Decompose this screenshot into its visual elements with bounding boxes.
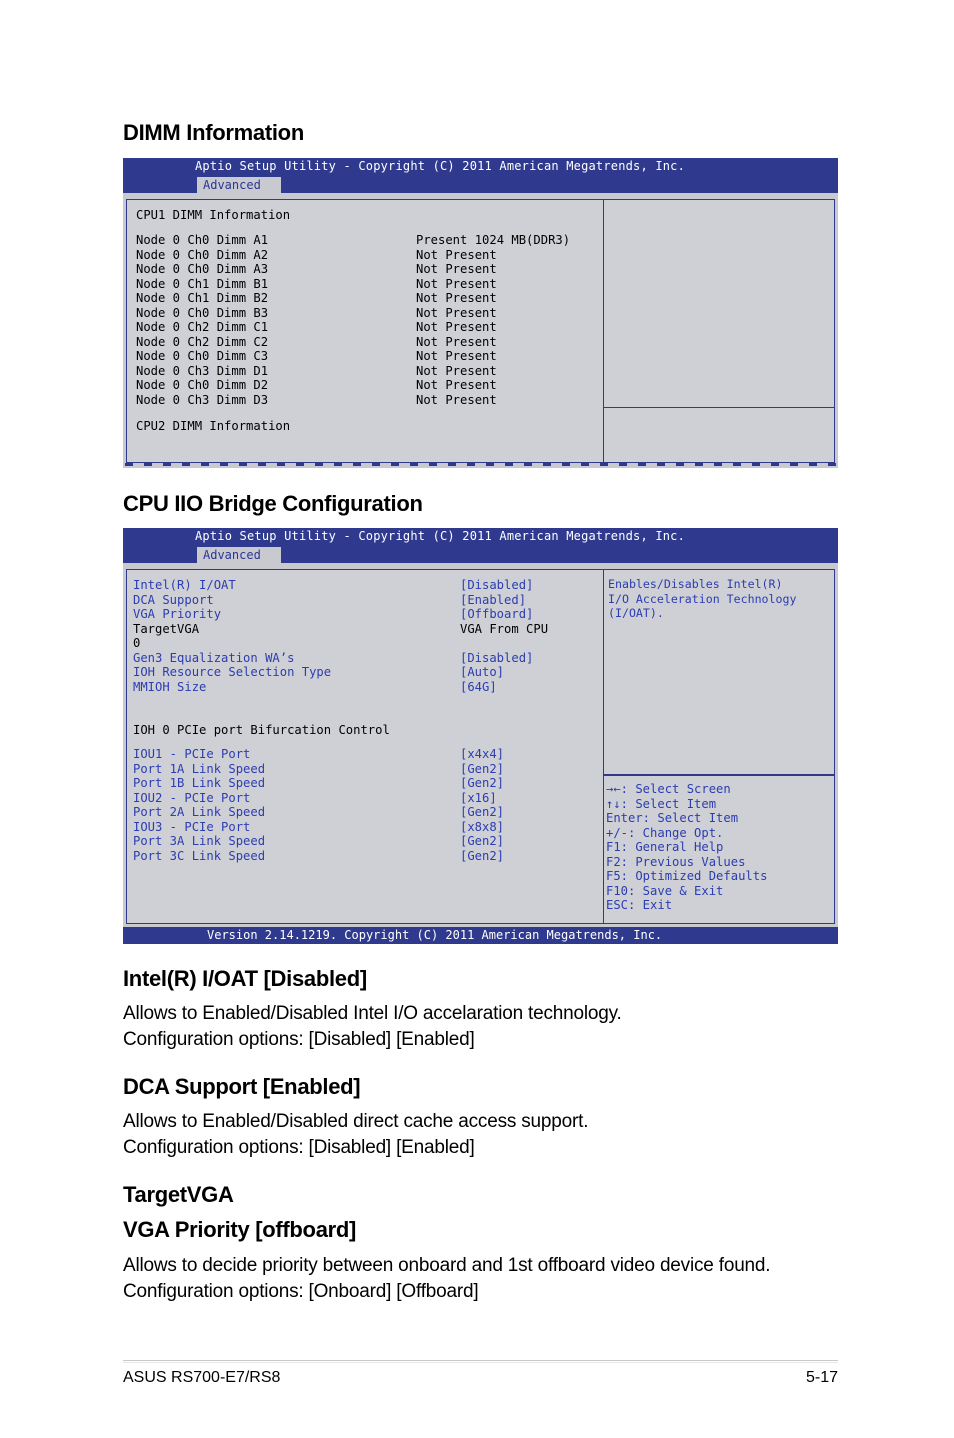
pcie-port-value[interactable]: [Gen2] bbox=[460, 776, 505, 790]
setup-item-label: Intel(R) I/OAT bbox=[133, 578, 236, 592]
pcie-port-label: Port 1B Link Speed bbox=[133, 776, 266, 790]
footer-page-number: 5-17 bbox=[805, 1369, 838, 1386]
setup-item-value[interactable]: [Auto] bbox=[460, 665, 505, 679]
cpu2-dimm-header: CPU2 DIMM Information bbox=[136, 419, 291, 433]
dimm-row bbox=[136, 291, 601, 306]
dimm-slot-status: Not Present bbox=[416, 305, 497, 320]
dimm-slot-status: Not Present bbox=[416, 363, 497, 378]
bios-body bbox=[123, 563, 838, 927]
bios-version: Version 2.14.1219. Copyright (C) 2011 American Megatrends, Inc. bbox=[207, 928, 663, 942]
key-help-line: F2: Previous Values bbox=[606, 854, 746, 869]
setup-item[interactable] bbox=[133, 593, 598, 608]
pcie-port-value[interactable]: [x8x8] bbox=[460, 819, 505, 834]
setup-item-label: IOH Resource Selection Type bbox=[133, 665, 332, 679]
iio-config-heading: CPU IIO Bridge Configuration bbox=[123, 491, 423, 516]
dimm-slot-status: Not Present bbox=[416, 334, 497, 349]
dimm-help-pane bbox=[603, 199, 835, 463]
key-help-line: F1: General Help bbox=[606, 840, 724, 854]
ioat-desc-line1: Allows to Enabled/Disabled Intel I/O accelaration technology. bbox=[123, 1003, 622, 1024]
help-divider bbox=[604, 407, 834, 408]
pcie-port-item[interactable] bbox=[133, 776, 598, 791]
pcie-port-item[interactable] bbox=[133, 834, 598, 849]
footer-model: ASUS RS700-E7/RS8 bbox=[123, 1369, 281, 1386]
dimm-row bbox=[136, 393, 601, 408]
pcie-port-label: Port 1A Link Speed bbox=[133, 761, 266, 776]
setup-item-value: VGA From CPU bbox=[460, 621, 549, 636]
targetvga-heading: TargetVGA bbox=[123, 1182, 234, 1207]
dimm-slot-label: Node 0 Ch1 Dimm B1 bbox=[136, 276, 269, 291]
iio-main-pane bbox=[126, 569, 605, 924]
key-help-line: ↑↓: Select Item bbox=[606, 796, 717, 811]
dimm-slot-status: Not Present bbox=[416, 247, 497, 262]
setup-item-value[interactable]: [Offboard] bbox=[460, 607, 534, 621]
ioat-description bbox=[123, 1001, 622, 1053]
bios-header-bar bbox=[123, 158, 838, 193]
dimm-row bbox=[136, 320, 601, 335]
key-help-line: Enter: Select Item bbox=[606, 811, 739, 825]
dimm-slot-status: Not Present bbox=[416, 349, 497, 363]
setup-item-value[interactable]: [Enabled] bbox=[460, 592, 527, 607]
vga-desc-line2: Configuration options: [Onboard] [Offboard] bbox=[123, 1281, 479, 1302]
pcie-port-label: IOU1 - PCIe Port bbox=[133, 747, 251, 761]
dca-description bbox=[123, 1109, 588, 1161]
vga-description bbox=[123, 1253, 770, 1305]
setup-item-value[interactable]: [Disabled] bbox=[460, 650, 534, 665]
dimm-row bbox=[136, 248, 601, 263]
setup-item-label: VGA Priority bbox=[133, 607, 222, 621]
setup-item-label: DCA Support bbox=[133, 592, 214, 607]
dimm-slot-label: Node 0 Ch0 Dimm B3 bbox=[136, 305, 269, 320]
key-help-line: +/-: Change Opt. bbox=[606, 825, 724, 840]
dca-desc-line1: Allows to Enabled/Disabled direct cache access support. bbox=[123, 1111, 589, 1132]
pcie-port-item[interactable] bbox=[133, 747, 598, 762]
dimm-slot-status: Not Present bbox=[416, 291, 497, 305]
pcie-port-label: Port 3C Link Speed bbox=[133, 848, 266, 863]
setup-item-label: 0 bbox=[133, 636, 141, 650]
iio-ports bbox=[133, 747, 598, 867]
setup-item-value[interactable]: [Disabled] bbox=[460, 578, 534, 592]
dimm-slot-status: Not Present bbox=[416, 320, 497, 334]
key-help-line: ESC: Exit bbox=[606, 898, 673, 912]
info-row bbox=[133, 636, 598, 651]
bios-title: Aptio Setup Utility - Copyright (C) 2011 American Megatrends, Inc. bbox=[195, 159, 686, 173]
dimm-slot-label: Node 0 Ch0 Dimm A1 bbox=[136, 233, 269, 247]
dimm-row bbox=[136, 378, 601, 393]
pcie-port-label: Port 3A Link Speed bbox=[133, 834, 266, 848]
setup-item[interactable] bbox=[133, 665, 598, 680]
bios-version-bar bbox=[123, 927, 838, 944]
ioat-heading: Intel(R) I/OAT [Disabled] bbox=[123, 966, 367, 991]
dimm-slot-status: Not Present bbox=[416, 392, 497, 407]
setup-item-label: MMIOH Size bbox=[133, 679, 207, 694]
bifurcation-header: IOH 0 PCIe port Bifurcation Control bbox=[133, 723, 390, 737]
pcie-port-item[interactable] bbox=[133, 762, 598, 777]
truncation-dashes bbox=[125, 463, 841, 466]
dimm-row bbox=[136, 306, 601, 321]
pcie-port-item[interactable] bbox=[133, 820, 598, 835]
dimm-slot-label: Node 0 Ch2 Dimm C1 bbox=[136, 320, 269, 334]
tab-advanced[interactable]: Advanced bbox=[197, 547, 281, 563]
pcie-port-label: Port 2A Link Speed bbox=[133, 805, 266, 819]
bios-screen-iio bbox=[123, 528, 838, 944]
setup-item[interactable] bbox=[133, 578, 598, 593]
dimm-row bbox=[136, 335, 601, 350]
setup-item-label: TargetVGA bbox=[133, 621, 200, 636]
dimm-slot-label: Node 0 Ch0 Dimm A3 bbox=[136, 262, 269, 276]
dimm-slot-label: Node 0 Ch1 Dimm B2 bbox=[136, 291, 269, 305]
pcie-port-value[interactable]: [x16] bbox=[460, 790, 497, 805]
setup-item-label: Gen3 Equalization WA’s bbox=[133, 650, 295, 665]
footer-rule-shadow bbox=[123, 1362, 838, 1363]
key-help-line: F5: Optimized Defaults bbox=[606, 869, 768, 883]
setup-item[interactable] bbox=[133, 607, 598, 622]
dimm-slot-label: Node 0 Ch3 Dimm D1 bbox=[136, 363, 269, 378]
bios-screen-dimm bbox=[123, 158, 838, 468]
help-line: (I/OAT). bbox=[608, 606, 664, 620]
pcie-port-label: IOU2 - PCIe Port bbox=[133, 790, 251, 805]
dimm-row bbox=[136, 233, 601, 248]
dimm-row bbox=[136, 349, 601, 364]
pcie-port-value[interactable]: [Gen2] bbox=[460, 834, 505, 848]
key-help-line: F10: Save & Exit bbox=[606, 883, 724, 898]
dca-desc-line2: Configuration options: [Disabled] [Enabled] bbox=[123, 1137, 475, 1158]
setup-item-value[interactable]: [64G] bbox=[460, 679, 497, 694]
dimm-slot-label: Node 0 Ch3 Dimm D3 bbox=[136, 392, 269, 407]
dimm-slot-status: Not Present bbox=[416, 262, 497, 276]
bios-title: Aptio Setup Utility - Copyright (C) 2011 American Megatrends, Inc. bbox=[195, 529, 686, 543]
bios-body bbox=[123, 193, 838, 468]
pcie-port-item[interactable] bbox=[133, 791, 598, 806]
dimm-info-heading: DIMM Information bbox=[123, 120, 304, 145]
tab-advanced[interactable]: Advanced bbox=[197, 177, 281, 193]
dimm-slot-status: Not Present bbox=[416, 276, 497, 291]
dimm-slot-label: Node 0 Ch2 Dimm C2 bbox=[136, 334, 269, 349]
vga-desc-line1: Allows to decide priority between onboard and 1st offboard video device found. bbox=[123, 1255, 771, 1276]
dca-heading: DCA Support [Enabled] bbox=[123, 1074, 361, 1099]
vga-priority-heading: VGA Priority [offboard] bbox=[123, 1217, 357, 1242]
dimm-slot-status: Present 1024 MB(DDR3) bbox=[416, 233, 571, 247]
info-row bbox=[133, 622, 598, 637]
dimm-slot-label: Node 0 Ch0 Dimm C3 bbox=[136, 349, 269, 363]
pcie-port-value[interactable]: [Gen2] bbox=[460, 848, 505, 863]
setup-item[interactable] bbox=[133, 651, 598, 666]
help-line: I/O Acceleration Technology bbox=[608, 591, 797, 606]
dimm-row bbox=[136, 364, 601, 379]
dimm-main-pane bbox=[126, 199, 605, 463]
iio-items bbox=[133, 578, 598, 698]
key-help-line: →←: Select Screen bbox=[606, 782, 731, 796]
iio-help-pane bbox=[603, 569, 835, 924]
setup-item[interactable] bbox=[133, 680, 598, 695]
pcie-port-value[interactable]: [x4x4] bbox=[460, 747, 505, 761]
help-divider bbox=[604, 774, 834, 776]
footer-rule bbox=[123, 1360, 838, 1361]
dimm-row bbox=[136, 277, 601, 292]
pcie-port-value[interactable]: [Gen2] bbox=[460, 805, 505, 819]
dimm-row bbox=[136, 262, 601, 277]
pcie-port-label: IOU3 - PCIe Port bbox=[133, 819, 251, 834]
pcie-port-value[interactable]: [Gen2] bbox=[460, 761, 505, 776]
dimm-slot-label: Node 0 Ch0 Dimm A2 bbox=[136, 247, 269, 262]
dimm-slot-label: Node 0 Ch0 Dimm D2 bbox=[136, 378, 269, 392]
pcie-port-item[interactable] bbox=[133, 805, 598, 820]
help-line: Enables/Disables Intel(R) bbox=[608, 577, 783, 591]
pcie-port-item[interactable] bbox=[133, 849, 598, 864]
bios-header-bar bbox=[123, 528, 838, 563]
ioat-desc-line2: Configuration options: [Disabled] [Enabled] bbox=[123, 1029, 475, 1050]
cpu1-dimm-header: CPU1 DIMM Information bbox=[136, 208, 291, 222]
dimm-rows bbox=[136, 233, 601, 408]
dimm-slot-status: Not Present bbox=[416, 378, 497, 392]
